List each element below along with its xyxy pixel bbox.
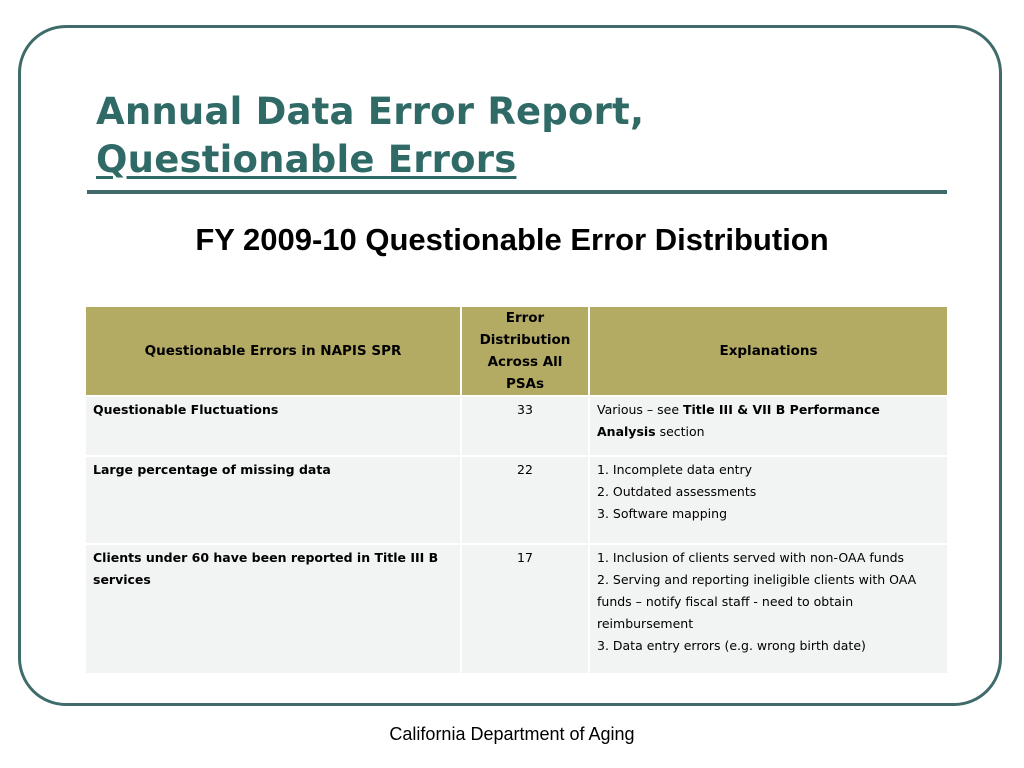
- explanation-text: section: [655, 424, 705, 439]
- explanation-item: 3. Data entry errors (e.g. wrong birth date): [597, 638, 866, 653]
- explanation-cell: [589, 456, 947, 544]
- title-line-1: Annual Data Error Report,: [96, 90, 645, 133]
- header-questionable-errors: Questionable Errors in NAPIS SPR: [86, 307, 461, 396]
- table-row: [86, 544, 947, 674]
- explanation-cell: [589, 396, 947, 456]
- table-header-row: [86, 307, 947, 396]
- distribution-cell: 33: [461, 396, 589, 456]
- explanation-item: 1. Inclusion of clients served with non-OAA funds: [597, 550, 905, 565]
- table-row: [86, 396, 947, 456]
- explanation-item: 3. Software mapping: [597, 506, 728, 521]
- explanation-link-text: Title III & VII B Performance Analysis: [597, 402, 880, 439]
- explanation-cell: [589, 544, 947, 674]
- header-error-distribution: Error Distribution Across All PSAs: [461, 307, 589, 396]
- header-explanations: Explanations: [589, 307, 947, 396]
- explanation-item: 2. Serving and reporting ineligible clients with OAA funds – notify fiscal staff - need to obtain reimbursement: [597, 572, 917, 631]
- distribution-cell: 17: [461, 544, 589, 674]
- distribution-cell: 22: [461, 456, 589, 544]
- error-distribution-table: [86, 307, 947, 675]
- error-cell: Large percentage of missing data: [86, 456, 461, 544]
- slide-title: [96, 88, 644, 184]
- footer-organization: California Department of Aging: [389, 724, 635, 744]
- table-row: [86, 456, 947, 544]
- explanation-item: 2. Outdated assessments: [597, 484, 757, 499]
- title-line-2: Questionable Errors: [96, 138, 517, 181]
- title-divider: [87, 190, 947, 194]
- explanation-text: Various – see: [597, 402, 683, 417]
- table-title: FY 2009-10 Questionable Error Distribution: [195, 222, 829, 257]
- error-cell: Clients under 60 have been reported in Title III B services: [86, 544, 461, 674]
- explanation-item: 1. Incomplete data entry: [597, 462, 753, 477]
- error-cell: Questionable Fluctuations: [86, 396, 461, 456]
